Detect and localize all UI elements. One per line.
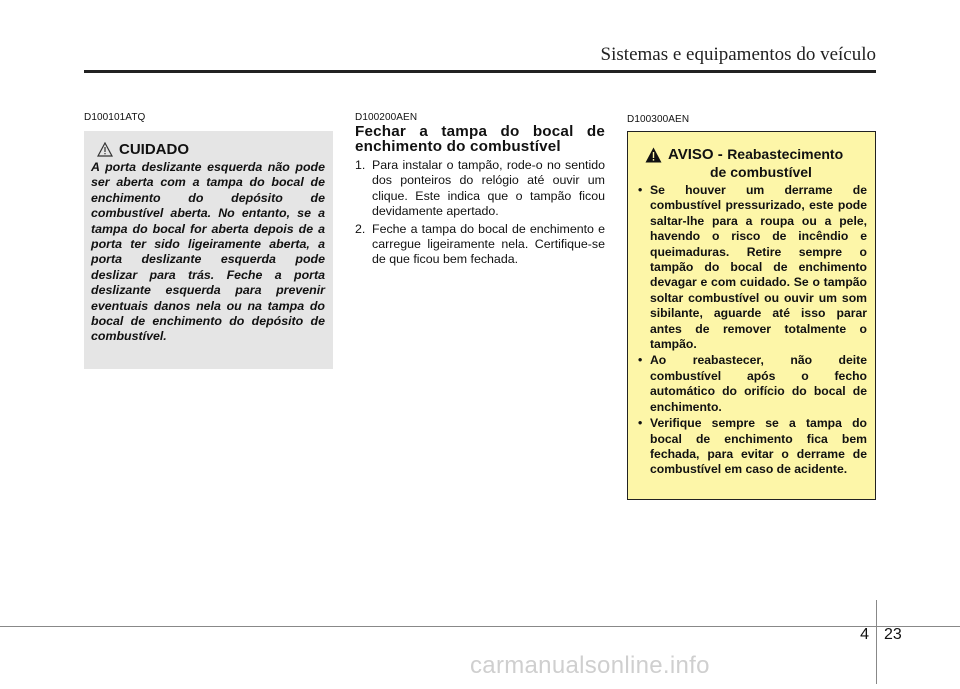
warning-header: [638, 146, 867, 164]
footer-rule: [0, 626, 960, 627]
caution-box: [84, 131, 333, 369]
footer-divider: [876, 600, 877, 684]
bullet-text: Ao reabastecer, não deite combustível após o fecho automático do orifício do bocal de enchimento.: [650, 353, 867, 414]
bullet-text: Verifique sempre se a tampa do bocal de enchimento fica bem fechada, para evitar o derrame de combustível em caso de acidente.: [650, 416, 867, 477]
chapter-number: 4: [860, 626, 869, 643]
warning-subtitle-line2: de combustível: [710, 164, 812, 180]
bullet-dot: •: [638, 353, 643, 368]
bullet-dot: •: [638, 416, 643, 431]
bullet-dot: •: [638, 183, 643, 197]
warning-subtitle: Reabastecimento: [727, 146, 844, 162]
warning-triangle-icon: [645, 147, 662, 163]
step-item: [355, 158, 605, 220]
warning-bullet: [638, 183, 867, 352]
header-rule: [84, 70, 876, 73]
page-number: 23: [884, 626, 902, 643]
bullet-text: Se houver um derrame de combustível pressurizado, este pode saltar-lhe para a roupa ou a pele, havendo o risco de incêndio e queimaduras. Retire sempre o tampão do bocal de enchimento devagar e com cuidado. Se o tampão soltar combustível ou ouvir um som sibilante, aguarde até isso parar antes de remover totalmente o tampão.: [650, 183, 867, 352]
page-header-title: Sistemas e equipamentos do veículo: [600, 44, 876, 65]
warning-bullet: [638, 416, 867, 478]
warning-list: [638, 183, 867, 478]
step-item: [355, 222, 605, 268]
caution-body: A porta deslizante esquerda não pode ser aberta com a tampa do bocal de enchimento do depósito de combustível aberta. No entanto, se a tampa do bocal for aberta depois de a porta ter sido ligeiramente aberta, a porta deslizante esquerda pode deslizar para trás. Feche a porta deslizante esquerda para prevenir eventuais danos nela ou na tampa do bocal de enchimento do depósito de combustível.: [91, 160, 325, 344]
warning-bullet: [638, 353, 867, 415]
warning-box: [627, 131, 876, 500]
caution-code: D100101ATQ: [84, 112, 146, 123]
step-number: 1.: [355, 158, 366, 172]
watermark: carmanualsonline.info: [470, 652, 710, 679]
step-number: 2.: [355, 221, 366, 236]
section-heading: Fechar a tampa do bocal de enchimento do combustível: [355, 123, 605, 155]
step-text: Para instalar o tampão, rode-o no sentido dos ponteiros do relógio até ouvir um clique. Este indica que o tampão ficou devidamente apertado.: [372, 158, 605, 219]
warning-code: D100300AEN: [627, 114, 690, 125]
caution-header: [97, 141, 325, 158]
warning-title: AVISO -: [668, 146, 723, 163]
instructions-section: [355, 124, 605, 268]
step-text: Feche a tampa do bocal de enchimento e carregue ligeiramente nela. Certifique-se de que ficou bem fechada.: [372, 221, 605, 267]
caution-triangle-icon: [97, 142, 113, 157]
section-code: D100200AEN: [355, 112, 418, 123]
caution-title: CUIDADO: [119, 141, 189, 158]
